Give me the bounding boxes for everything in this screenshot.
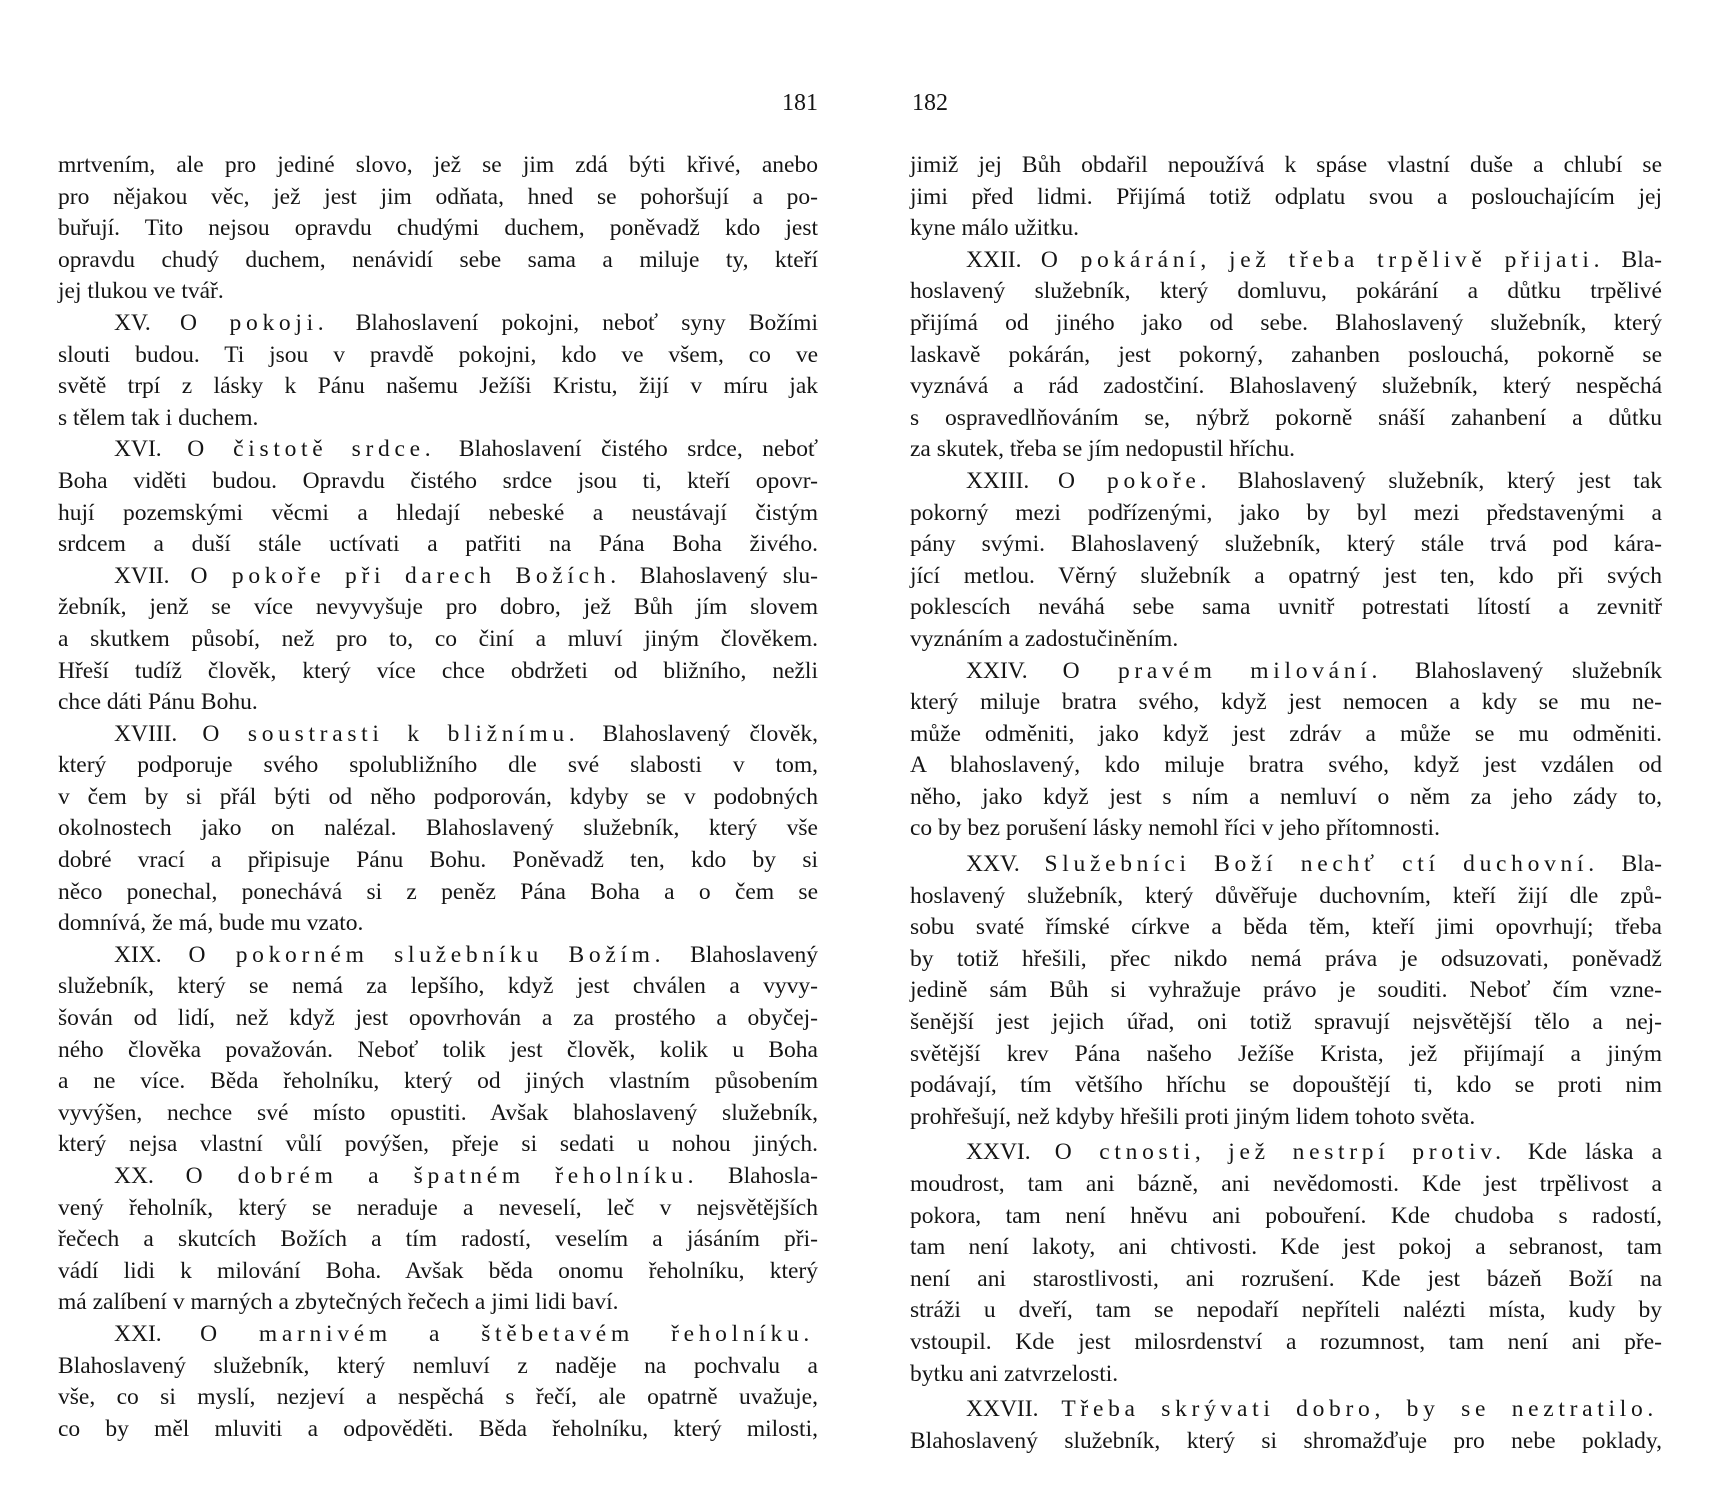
line-text: Blahoslavený slu- <box>639 562 819 589</box>
line-text: světější krev Pána našeho Ježíše Krista, jež přijímají a jiným <box>910 1040 1662 1067</box>
text-line <box>910 434 1662 466</box>
text-line <box>58 182 818 214</box>
text-line <box>910 561 1662 593</box>
line-text: Blahoslavený služebník, který jest tak <box>1237 467 1662 494</box>
section-number: XIX. <box>114 941 162 968</box>
section-heading-line <box>58 308 818 340</box>
section-number: XXI. <box>114 1320 162 1347</box>
section-number: XX. <box>114 1163 154 1189</box>
text-line <box>910 1426 1662 1458</box>
page-text <box>58 150 818 1445</box>
line-text: jící metlou. Věrný služebník a opatrný jest ten, kdo při svých <box>910 562 1662 589</box>
text-line <box>910 1039 1662 1071</box>
section-title: Služebníci Boží nechť ctí duchovní. <box>1044 851 1599 878</box>
line-text: Bla- <box>1621 246 1663 273</box>
text-line <box>58 498 818 530</box>
line-text: Blahoslavený služebník, který si shromažďuje pro nebe poklady, <box>910 1427 1662 1454</box>
text-line <box>58 782 818 814</box>
line-text: pokora, tam není hněvu ani pobouření. Kde chudoba s radostí, <box>910 1202 1662 1229</box>
section-title: O pokárání, jež třeba trpělivě přijati. <box>1040 246 1605 273</box>
text-line <box>910 276 1662 308</box>
line-text: tam není lakoty, ani chtivosti. Kde jest pokoj a sebranost, tam <box>910 1234 1662 1261</box>
page-number: 182 <box>912 90 948 116</box>
line-text: který nejsa vlastní vůlí povýšen, přeje si sedati u nohou jiných. <box>58 1131 818 1158</box>
text-line <box>58 624 818 656</box>
text-line <box>910 1169 1662 1201</box>
text-line <box>58 1098 818 1130</box>
line-text: Blahoslavení pokojni, neboť syny Božími <box>355 309 818 336</box>
line-text: přijímá od jiného jako od sebe. Blahoslavený služebník, který <box>910 309 1662 336</box>
text-line <box>58 276 818 308</box>
line-text: který podporuje svého spolubližního dle své slabosti v tom, <box>58 752 818 779</box>
line-text: Blahosla- <box>727 1163 819 1189</box>
line-text: co by měl mluviti a odpověděti. Běda řeholníku, který milosti, <box>58 1415 818 1442</box>
section-heading-line <box>58 434 818 466</box>
line-text: poklescích neváhá sebe sama uvnitř potrestati lítostí a zevnitř <box>910 594 1662 621</box>
section-heading-line <box>58 1161 818 1193</box>
line-text: Bla- <box>1621 851 1663 878</box>
text-line <box>910 1201 1662 1233</box>
text-line <box>910 719 1662 751</box>
text-line <box>58 1035 818 1067</box>
text-line <box>910 529 1662 561</box>
line-text: šenější jest jejich úřad, oni totiž spravují nejsvětější tělo a nej- <box>910 1009 1662 1036</box>
text-line <box>58 908 818 940</box>
line-text: jedině sám Bůh si vyhražuje právo je souditi. Neboť čím vzne- <box>910 977 1662 1004</box>
line-text: chce dáti Pánu Bohu. <box>58 689 258 716</box>
section-number: XVIII. <box>114 720 178 747</box>
line-text: Blahoslavený <box>690 941 818 968</box>
text-line <box>910 813 1662 845</box>
line-text: řečech a skutcích Božích a tím radostí, veselím a jásáním při- <box>58 1226 818 1253</box>
line-text: buřují. Tito nejsou opravdu chudými duchem, poněvadž kdo jest <box>58 215 818 242</box>
line-text: Boha viděti budou. Opravdu čistého srdce jsou ti, kteří opovr- <box>58 467 818 494</box>
line-text: a ne více. Běda řeholníku, který od jiných vlastním působením <box>58 1068 818 1095</box>
line-text: okolnostech jako on nalézal. Blahoslavený služebník, který vše <box>58 815 818 842</box>
text-line <box>910 1070 1662 1102</box>
line-text: jej tlukou ve tvář. <box>58 278 224 305</box>
text-line <box>910 782 1662 814</box>
text-line <box>910 150 1662 182</box>
line-text: něho, jako když jest s ním a nemluví o něm za jeho zády to, <box>910 783 1662 810</box>
text-line <box>910 1232 1662 1264</box>
text-line <box>58 750 818 782</box>
line-text: Blahoslavený člověk, <box>602 720 819 747</box>
section-number: XXIII. <box>966 467 1030 494</box>
line-text: prohřešují, než kdyby hřešili proti jiným lidem tohoto světa. <box>910 1103 1476 1130</box>
text-line <box>910 912 1662 944</box>
text-line <box>58 150 818 182</box>
line-text: dobré vrací a připisuje Pánu Bohu. Poněvadž ten, kdo by si <box>58 847 818 874</box>
text-line <box>58 1193 818 1225</box>
text-line <box>910 592 1662 624</box>
line-text: pro nějakou věc, jež jest jim odňata, hned se pohoršují a po- <box>58 183 818 210</box>
line-text: laskavě pokárán, jest pokorný, zahanben poslouchá, pokorně se <box>910 341 1662 368</box>
line-text: srdcem a duší stále uctívati a patřiti na Pána Boha živého. <box>58 531 818 558</box>
line-text: by totiž hřešili, přec nikdo nemá práva je odsuzovati, poněvadž <box>910 945 1662 972</box>
section-number: XVII. <box>114 562 170 589</box>
section-heading-line <box>910 1137 1662 1169</box>
text-line <box>58 245 818 277</box>
text-line <box>58 340 818 372</box>
section-number: XXVI. <box>966 1139 1031 1166</box>
section-heading-line <box>58 940 818 972</box>
section-number: XXII. <box>966 246 1022 273</box>
section-heading-line <box>58 1319 818 1351</box>
line-text: Hřeší tudíž člověk, který více chce obdržeti od bližního, nežli <box>58 657 818 684</box>
line-text: vyznává a rád zadostčiní. Blahoslavený služebník, který nespěchá <box>910 373 1662 400</box>
line-text: Blahoslavený služebník, který nemluví z naděje na pochvalu a <box>58 1352 818 1379</box>
text-line <box>58 845 818 877</box>
section-heading-line <box>910 656 1662 688</box>
text-line <box>58 592 818 624</box>
text-line <box>58 1351 818 1383</box>
line-text: Kde láska a <box>1527 1139 1663 1166</box>
text-line <box>58 1382 818 1414</box>
line-text: A blahoslavený, kdo miluje bratra svého, když jest vzdálen od <box>910 752 1662 779</box>
page-181 <box>58 0 818 1500</box>
line-text: žebník, jenž se více nevyvyšuje pro dobro, jež Bůh jím slovem <box>58 594 818 621</box>
section-title: O ctnosti, jež nestrpí protiv. <box>1054 1139 1506 1166</box>
line-text: vyznáním a zadostučiněním. <box>910 625 1179 652</box>
line-text: mrtvením, ale pro jediné slovo, jež se jim zdá býti křivé, anebo <box>58 152 818 178</box>
line-text: s tělem tak i duchem. <box>58 404 259 431</box>
line-text: pokorný mezi podřízenými, jako by byl mezi představenými a <box>910 499 1662 526</box>
section-title: O marnivém a štěbetavém řeholníku. <box>200 1320 815 1347</box>
text-line <box>910 975 1662 1007</box>
section-number: XXIV. <box>966 657 1028 684</box>
text-line <box>58 877 818 909</box>
section-heading-line <box>910 849 1662 881</box>
text-line <box>58 466 818 498</box>
line-text: s ospravedlňováním se, nýbrž pokorně snáší zahanbení a důtku <box>910 404 1662 431</box>
text-line <box>910 213 1662 245</box>
section-number: XXVII. <box>966 1396 1039 1423</box>
line-text: podávají, tím většího hříchu se dopouštějí ti, kdo se proti nim <box>910 1072 1662 1099</box>
line-text: hoslavený služebník, který důvěřuje duchovním, kteří žijí dle způ- <box>910 882 1662 909</box>
line-text: šován od lidí, než když jest opovrhován a za prostého a obyčej- <box>58 1005 818 1032</box>
text-line <box>910 1264 1662 1296</box>
line-text: jimiž jej Bůh obdařil nepoužívá k spáse vlastní duše a chlubí se <box>910 152 1662 178</box>
text-line <box>910 340 1662 372</box>
line-text: má zalíbení v marných a zbytečných řečech a jimi lidi baví. <box>58 1289 619 1316</box>
text-line <box>58 1414 818 1446</box>
text-line <box>910 1359 1662 1391</box>
text-line <box>910 1102 1662 1134</box>
page-text <box>910 150 1662 1457</box>
text-line <box>910 1295 1662 1327</box>
text-line <box>58 813 818 845</box>
line-text: vený řeholník, který se neraduje a neveselí, leč v nejsvětějších <box>58 1194 818 1221</box>
section-title: O čistotě srdce. <box>187 436 436 463</box>
section-heading-line <box>910 466 1662 498</box>
line-text: pány svými. Blahoslavený služebník, který stále trvá pod kára- <box>910 531 1662 558</box>
section-heading-line <box>910 1394 1662 1426</box>
text-line <box>58 1224 818 1256</box>
section-title: O pokoře. <box>1057 467 1212 494</box>
line-text: který miluje bratra svého, když jest nemocen a kdy se mu ne- <box>910 689 1662 716</box>
line-text: Blahoslavení čistého srdce, neboť <box>458 436 818 463</box>
text-line <box>58 403 818 435</box>
text-line <box>58 213 818 245</box>
section-title: O soustrasti k bližnímu. <box>202 720 580 747</box>
line-text: světě trpí z lásky k Pánu našemu Ježíši Kristu, žijí v míru jak <box>58 373 818 400</box>
text-line <box>910 182 1662 214</box>
text-line <box>910 403 1662 435</box>
text-line <box>910 750 1662 782</box>
text-line <box>58 1129 818 1161</box>
line-text: vše, co si myslí, nezjeví a nespěchá s řečí, ale opatrně uvažuje, <box>58 1384 818 1411</box>
line-text: jimi před lidmi. Přijímá totiž odplatu svou a poslouchajícím jej <box>910 183 1662 210</box>
line-text: Blahoslavený služebník <box>1415 657 1663 684</box>
page-182 <box>910 0 1662 1500</box>
text-line <box>910 687 1662 719</box>
section-number: XXV. <box>966 851 1020 878</box>
line-text: není ani starostlivosti, ani rozrušení. Kde jest bázeň Boží na <box>910 1265 1662 1292</box>
line-text: může odměniti, jako když jest zdráv a může se mu odměniti. <box>910 720 1662 747</box>
text-line <box>58 1066 818 1098</box>
line-text: slouti budou. Ti jsou v pravdě pokojni, kdo ve všem, co ve <box>58 341 818 368</box>
text-line <box>58 529 818 561</box>
text-line <box>910 624 1662 656</box>
line-text: domnívá, že má, bude mu vzato. <box>58 910 364 937</box>
line-text: hují pozemskými věcmi a hledají nebeské a neustávají čistým <box>58 499 818 526</box>
line-text: ného člověka považován. Neboť tolik jest člověk, kolik u Boha <box>58 1036 818 1063</box>
text-line <box>58 1287 818 1319</box>
section-number: XV. <box>114 309 151 336</box>
section-heading-line <box>910 245 1662 277</box>
line-text: bytku ani zatvrzelosti. <box>910 1360 1119 1387</box>
text-line <box>58 687 818 719</box>
text-line <box>910 498 1662 530</box>
line-text: služebník, který se nemá za lepšího, když jest chválen a vyvy- <box>58 973 818 1000</box>
line-text: vstoupil. Kde jest milosrdenství a rozumnost, tam není ani pře- <box>910 1328 1662 1355</box>
text-line <box>58 1256 818 1288</box>
line-text: vádí lidi k milování Boha. Avšak běda onomu řeholníku, který <box>58 1257 818 1284</box>
section-title: O pravém milování. <box>1062 657 1383 684</box>
text-line <box>58 371 818 403</box>
line-text: opravdu chudý duchem, nenávidí sebe sama a miluje ty, kteří <box>58 246 818 273</box>
text-line <box>910 881 1662 913</box>
text-line <box>58 656 818 688</box>
line-text: hoslavený služebník, který domluvu, pokárání a důtku trpělivé <box>910 278 1662 305</box>
line-text: vyvýšen, nechce své místo opustiti. Avšak blahoslavený služebník, <box>58 1099 818 1126</box>
section-title: O pokoře při darech Božích. <box>190 562 621 589</box>
section-heading-line <box>58 719 818 751</box>
line-text: sobu svaté římské církve a běda těm, kteří jimi opovrhují; třeba <box>910 914 1662 941</box>
text-line <box>910 1007 1662 1039</box>
text-line <box>910 944 1662 976</box>
line-text: stráži u dveří, tam se nepodaří nepříteli nalézti místa, kudy by <box>910 1297 1662 1324</box>
line-text: moudrost, tam ani bázně, ani nevědomosti. Kde jest trpělivost a <box>910 1171 1662 1197</box>
page-number: 181 <box>782 90 818 116</box>
text-line <box>910 371 1662 403</box>
section-number: XVI. <box>114 436 162 463</box>
section-title: Třeba skrývati dobro, by se neztratilo. <box>1061 1396 1659 1423</box>
line-text: za skutek, třeba se jím nedopustil hříchu. <box>910 436 1296 463</box>
text-line <box>58 971 818 1003</box>
section-title: O pokoji. <box>179 309 329 336</box>
line-text: co by bez porušení lásky nemohl říci v jeho přítomnosti. <box>910 815 1440 842</box>
section-title: O pokorném služebníku Božím. <box>188 941 666 968</box>
line-text: něco ponechal, ponechává si z peněz Pána Boha a o čem se <box>58 878 818 905</box>
text-line <box>58 1003 818 1035</box>
line-text: a skutkem působí, než pro to, co činí a mluví jiným člověkem. <box>58 625 818 652</box>
section-title: O dobrém a špatném řeholníku. <box>185 1163 699 1189</box>
section-heading-line <box>58 561 818 593</box>
text-line <box>910 308 1662 340</box>
line-text: kyne málo užitku. <box>910 215 1080 242</box>
text-line <box>910 1327 1662 1359</box>
line-text: v čem by si přál býti od něho podporován, kdyby se v podobných <box>58 783 818 810</box>
